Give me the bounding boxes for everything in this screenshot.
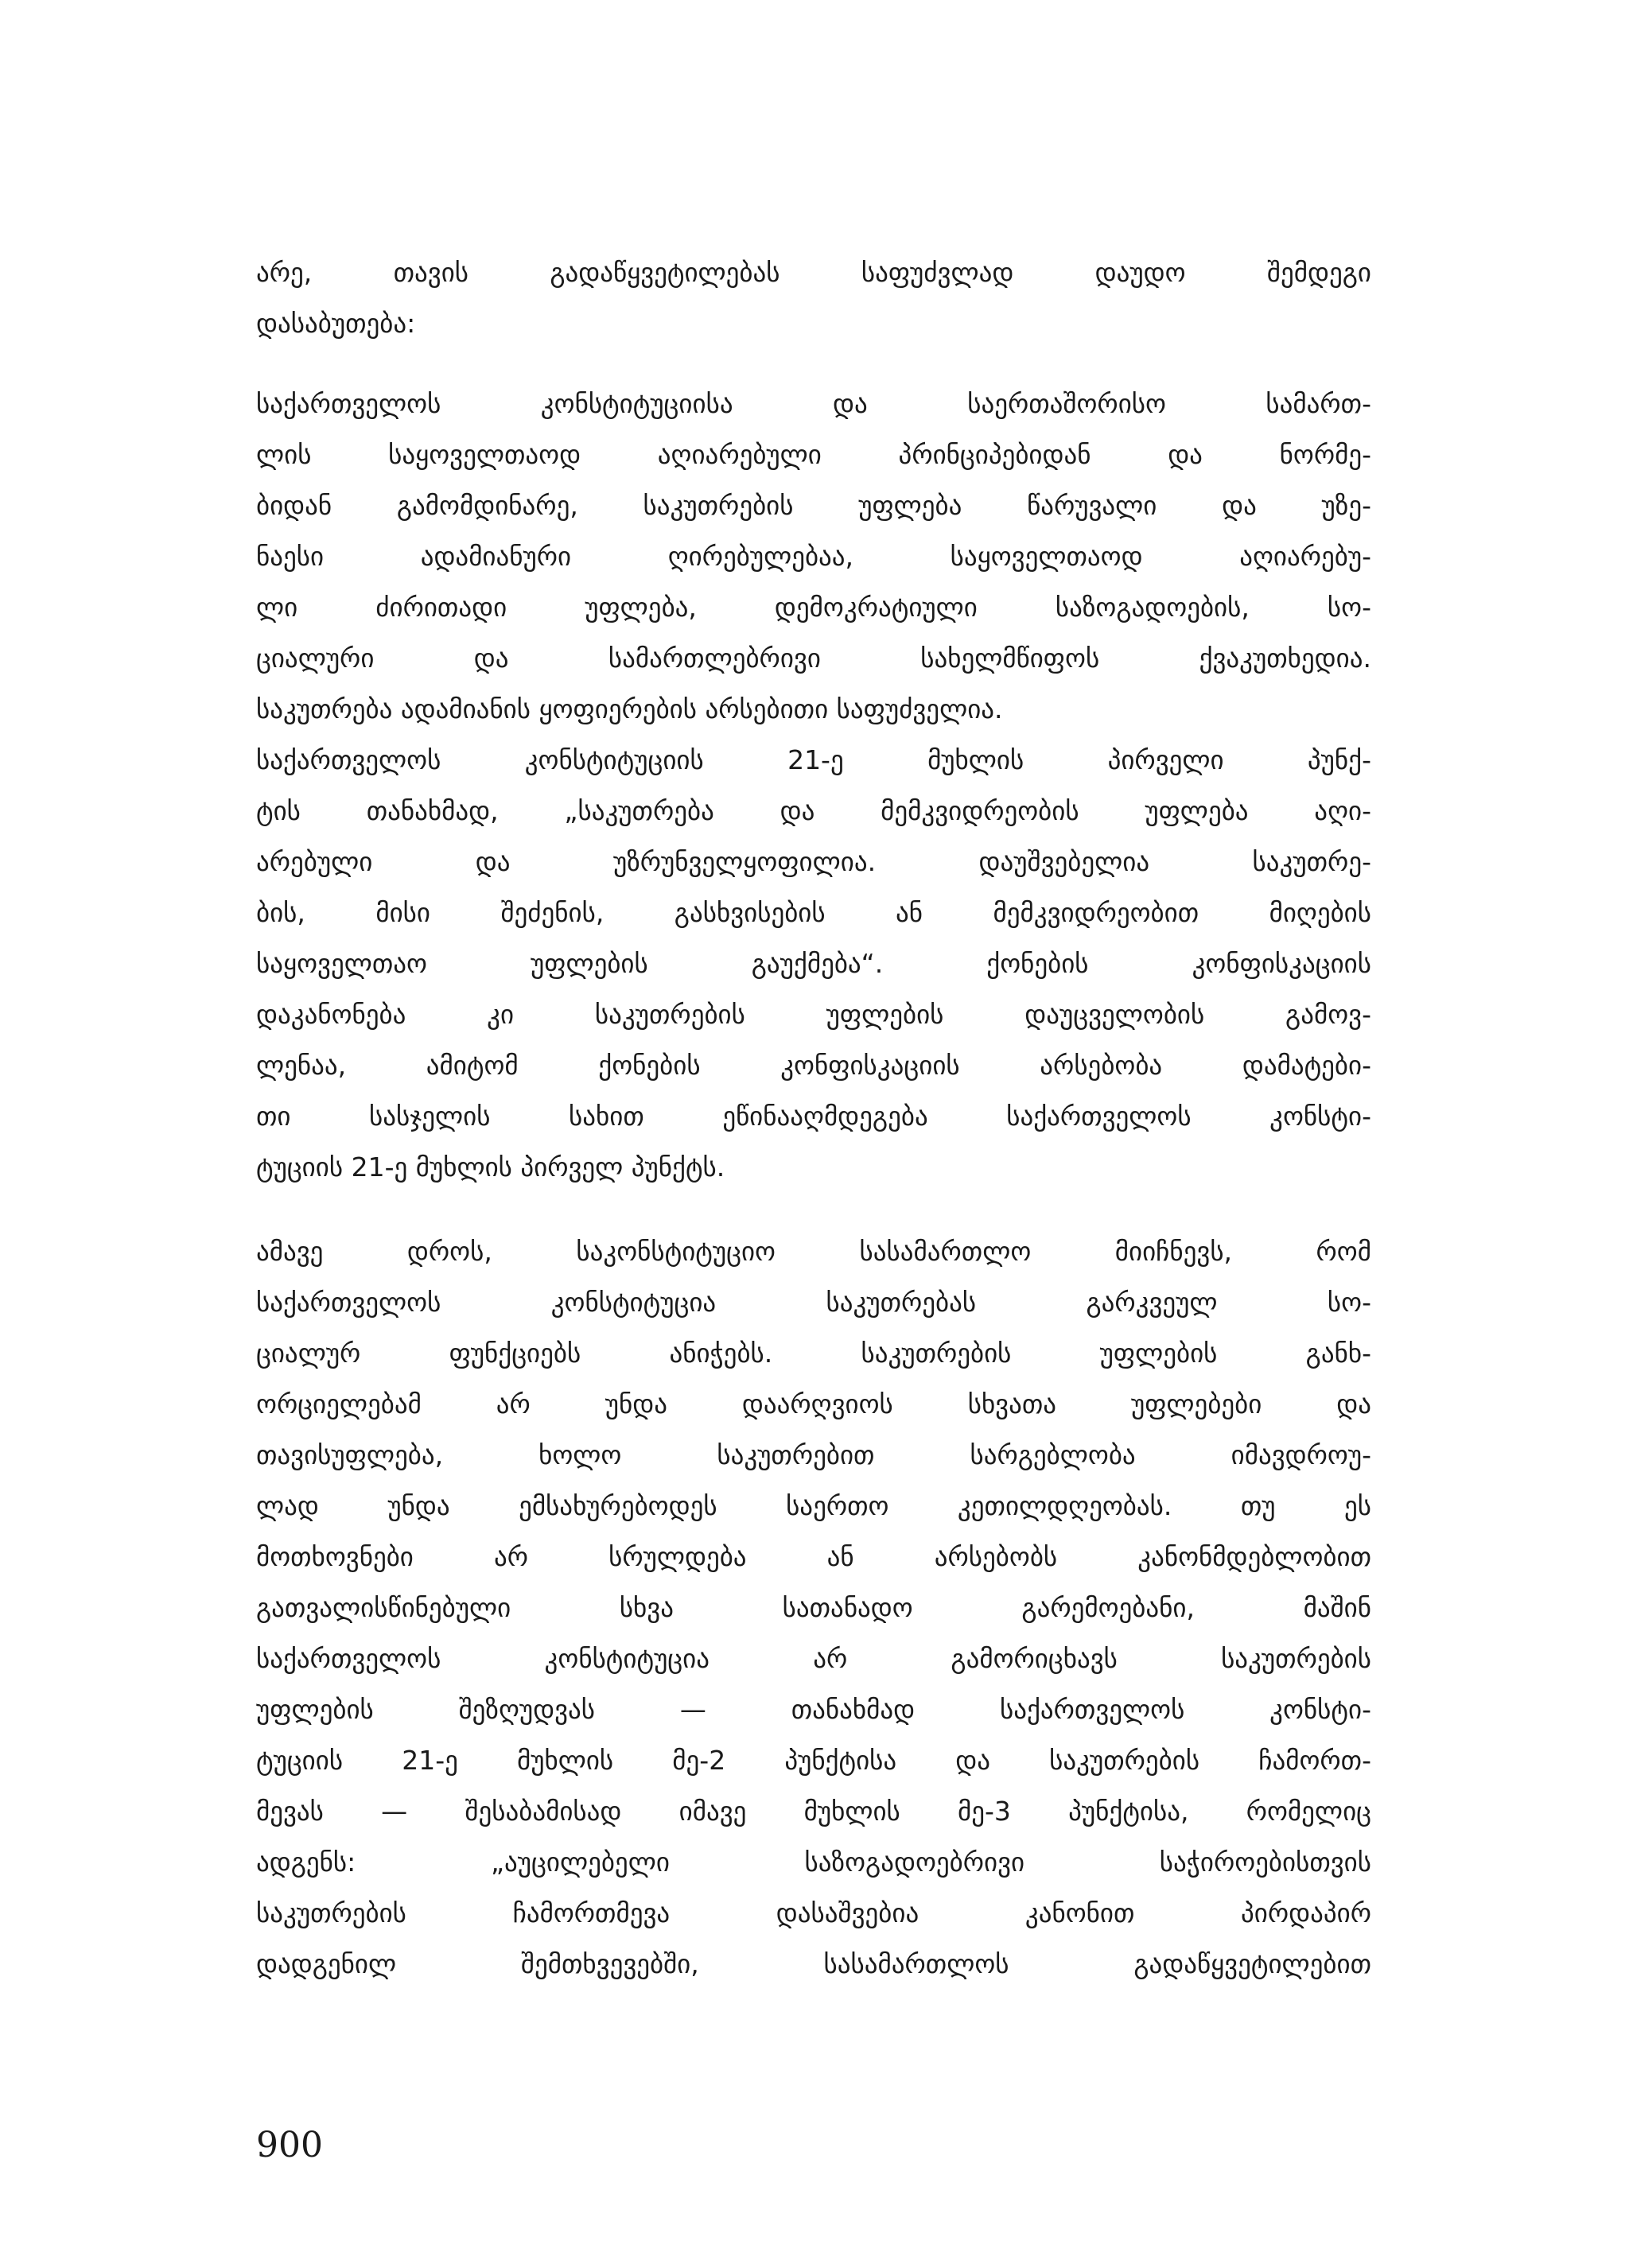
text-line: ორციელებამ არ უნდა დაარღვიოს სხვათა უფლებები და	[256, 1388, 1371, 1419]
text-line: ბის, მისი შეძენის, გასხვისების ან მემკვიდრეობით მიღების	[256, 897, 1371, 928]
text-line: გათვალისწინებული სხვა სათანადო გარემოებანი, მაშინ	[256, 1592, 1371, 1623]
text-line: მოთხოვნები არ სრულდება ან არსებობს კანონმდებლობით	[256, 1541, 1371, 1572]
text-line: საქართველოს კონსტიტუცია საკუთრებას გარკვეულ სო-	[256, 1287, 1371, 1318]
text-line: ციალურ ფუნქციებს ანიჭებს. საკუთრების უფლების განხ-	[256, 1338, 1371, 1369]
text-line: საკუთრების ჩამორთმევა დასაშვებია კანონით პირდაპირ	[256, 1897, 1371, 1928]
text-line: ციალური და სამართლებრივი სახელმწიფოს ქვაკუთხედია.	[256, 643, 1371, 674]
text-line: საქართველოს კონსტიტუციის 21-ე მუხლის პირველი პუნქ-	[256, 744, 1371, 775]
text-line: ლის საყოველთაოდ აღიარებული პრინციპებიდან და ნორმე-	[256, 439, 1371, 470]
text-line: ტუციის 21-ე მუხლის მე-2 პუნქტისა და საკუთრების ჩამორთ-	[256, 1745, 1371, 1776]
text-line: არებული და უზრუნველყოფილია. დაუშვებელია საკუთრე-	[256, 846, 1371, 877]
social-function-paragraph	[256, 1226, 1371, 1990]
intro-paragraph	[256, 247, 1371, 349]
text-line: ტუციის 21-ე მუხლის პირველ პუნქტს.	[256, 1151, 725, 1183]
text-line: ამავე დროს, საკონსტიტუციო სასამართლო მიიჩნევს, რომ	[256, 1236, 1371, 1267]
text-line: თი სასჯელის სახით ეწინააღმდეგება საქართველოს კონსტი-	[256, 1101, 1371, 1132]
text-line: ბიდან გამომდინარე, საკუთრების უფლება წარუვალი და უზე-	[256, 490, 1371, 521]
text-line: საყოველთაო უფლების გაუქმება“. ქონების კონფისკაციის	[256, 948, 1371, 979]
text-line: არე, თავის გადაწყვეტილებას საფუძვლად დაუდო შემდეგი	[256, 257, 1371, 288]
text-line: ნაესი ადამიანური ღირებულებაა, საყოველთაოდ აღიარებუ-	[256, 541, 1371, 572]
text-line: ადგენს: „აუცილებელი საზოგადოებრივი საჭიროებისთვის	[256, 1847, 1371, 1878]
text-line: მევას — შესაბამისად იმავე მუხლის მე-3 პუნქტისა, რომელიც	[256, 1796, 1371, 1827]
text-line: დასაბუთება:	[256, 308, 416, 339]
text-line: ლენაა, ამიტომ ქონების კონფისკაციის არსებობა დამატები-	[256, 1050, 1371, 1081]
text-line: თავისუფლება, ხოლო საკუთრებით სარგებლობა იმავდროუ-	[256, 1439, 1371, 1470]
text-line: საკუთრება ადამიანის ყოფიერების არსებითი საფუძველია.	[256, 693, 1003, 724]
text-line: საქართველოს კონსტიტუცია არ გამორიცხავს საკუთრების	[256, 1643, 1371, 1674]
text-line: საქართველოს კონსტიტუციისა და საერთაშორისო სამართ-	[256, 388, 1371, 419]
text-line: ლი ძირითადი უფლება, დემოკრატიული საზოგადოების, სო-	[256, 592, 1371, 623]
text-line: უფლების შეზღუდვას — თანახმად საქართველოს კონსტი-	[256, 1694, 1371, 1725]
page-number: 900	[256, 2125, 323, 2165]
constitution-paragraph	[256, 379, 1371, 1193]
text-line: დადგენილ შემთხვევებში, სასამართლოს გადაწყვეტილებით	[256, 1948, 1371, 1979]
text-line: ლად უნდა ემსახურებოდეს საერთო კეთილდღეობას. თუ ეს	[256, 1490, 1371, 1521]
text-line: ტის თანახმად, „საკუთრება და მემკვიდრეობის უფლება აღი-	[256, 795, 1371, 826]
text-line: დაკანონება კი საკუთრების უფლების დაუცველობის გამოვ-	[256, 999, 1371, 1030]
